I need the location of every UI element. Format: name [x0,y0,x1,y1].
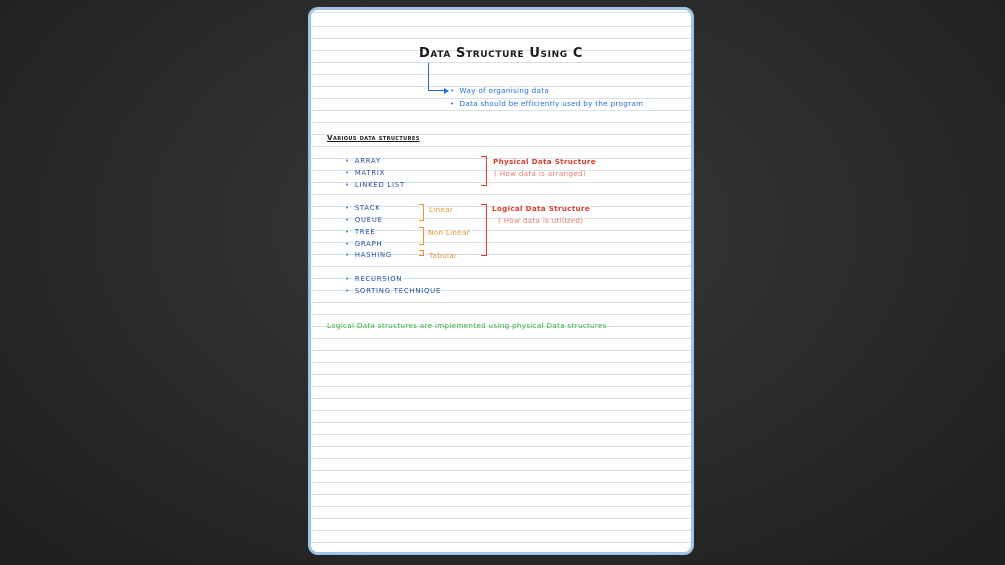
logical-label: Logical Data Structure [492,204,590,213]
linear-bracket [419,204,424,221]
nonlinear-bracket [419,227,424,245]
section-heading: Various data structures [327,133,420,142]
physical-label: Physical Data Structure [493,157,596,166]
physical-note: ( How data is arranged) [494,169,586,178]
list-item-tree: • TREE [345,228,376,236]
page-title: Data Structure Using C [419,46,583,61]
list-item-matrix: • MATRIX [345,169,386,177]
linear-label: Linear [429,205,454,214]
notes-page [308,7,694,555]
definition-line-1: • Way of organising data [450,86,550,95]
list-item-array: • ARRAY [345,157,381,165]
list-item-stack: • STACK [345,204,381,212]
tabular-label: Tabular [429,251,458,260]
conclusion-note: Logical Data structures are implemented using physical Data structures [327,321,607,330]
list-item-sorting-technique: • SORTING TECHNIQUE [345,287,441,295]
logical-note: ( How data is utilized) [498,216,584,225]
list-item-recursion: • RECURSION [345,275,403,283]
definition-line-2: • Data should be efficiently used by the program [450,99,644,108]
definition-arrow-vertical [428,63,429,91]
list-item-linked-list: • LINKED LIST [345,181,405,189]
nonlinear-label: Non Linear [428,228,470,237]
list-item-graph: • GRAPH [345,240,383,248]
list-item-queue: • QUEUE [345,216,383,224]
definition-arrow-horizontal [428,90,445,91]
physical-bracket [481,156,487,186]
definition-arrow-head-icon [444,88,449,94]
list-item-hashing: • HASHING [345,251,392,259]
tabular-bracket [419,250,424,256]
logical-bracket [481,204,487,256]
